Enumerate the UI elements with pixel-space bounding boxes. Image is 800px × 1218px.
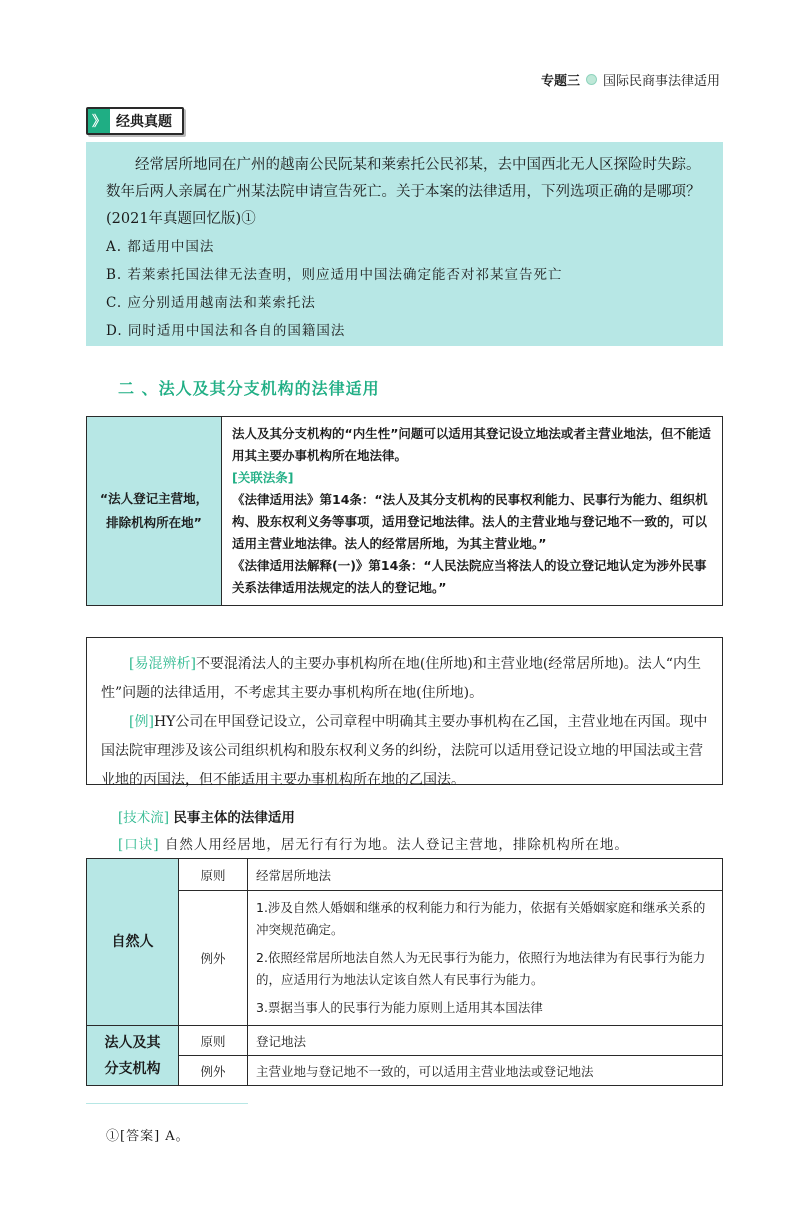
np-exception-1: 1.涉及自然人婚姻和继承的权利能力和行为能力，依据有关婚姻家庭和继承关系的冲突规范确定。: [256, 900, 706, 937]
np-principle-value: 经常居所地法: [248, 859, 723, 891]
footnote: ①[答案] A。: [106, 1129, 190, 1144]
rule-mnemonic-line-1: “法人登记主营地，: [99, 491, 209, 506]
header-topic: 专题三: [540, 74, 580, 89]
confusion-tag: [易混辨析]: [129, 656, 196, 672]
tech-flow-tag: [技术流]: [118, 810, 170, 826]
classic-questions-label: 经典真题: [116, 114, 172, 130]
double-chevron-icon: 》: [88, 109, 110, 133]
section-2-title: 二 、法人及其分支机构的法律适用: [118, 379, 380, 398]
rule-intro: 法人及其分支机构的“内生性”问题可以适用其登记设立地法或者主营业地法，但不能适用其主要办事机构所在地法律。: [232, 426, 711, 463]
rule-mnemonic-line-2: 排除机构所在地”: [106, 515, 202, 530]
rule-mnemonic-cell: [87, 417, 222, 606]
header-subtitle: 国际民商事法律适用: [602, 74, 720, 89]
mnemonic-tag: [口诀]: [118, 837, 160, 853]
legal-person-cell: [87, 1026, 179, 1086]
confusion-analysis-box: [86, 637, 723, 788]
option-d: D. 同时适用中国法和各自的国籍国法: [106, 323, 346, 339]
mnemonic-line: [118, 833, 629, 853]
example-paragraph: [101, 708, 708, 795]
tech-flow-title: 民事主体的法律适用: [173, 810, 295, 826]
question-box: [86, 142, 723, 346]
lp-principle-label: 原则: [179, 1026, 248, 1056]
option-c: C. 应分别适用越南法和莱索托法: [106, 295, 316, 311]
footnote-divider: [86, 1103, 248, 1104]
interpretation-article-14: 《法律适用法解释(一)》第14条：“人民法院应当将法人的设立登记地认定为涉外民事关系法律适用法规定的法人的登记地。”: [232, 558, 707, 595]
question-stem: 经常居所地同在广州的越南公民阮某和莱索托公民祁某，去中国西北无人区探险时失踪。数年后两人亲属在广州某法院申请宣告死亡。关于本案的法律适用，下列选项正确的是哪项？(2021年真题回忆版)①: [106, 157, 701, 227]
legal-person-line-1: 法人及其: [104, 1034, 161, 1051]
natural-person-cell: 自然人: [87, 859, 179, 1026]
legal-person-line-2: 分支机构: [104, 1060, 161, 1077]
example-tag: [例]: [129, 714, 154, 730]
lp-principle-value: 登记地法: [248, 1026, 723, 1056]
option-b: B. 若莱索托国法律无法查明，则应适用中国法确定能否对祁某宣告死亡: [106, 267, 563, 283]
page-header: [541, 70, 720, 89]
confusion-text: 不要混淆法人的主要办事机构所在地(住所地)和主营业地(经常居所地)。法人“内生性”问题的法律适用，不考虑其主要办事机构所在地(住所地)。: [101, 656, 701, 701]
civil-subject-summary-table: [86, 858, 723, 1086]
lp-exception-label: 例外: [179, 1056, 248, 1086]
rule-content-cell: [222, 417, 723, 606]
np-exception-value: [248, 891, 723, 1026]
option-a: A. 都适用中国法: [106, 239, 215, 255]
legal-person-rule-table: [86, 416, 723, 606]
np-exception-label: 例外: [179, 891, 248, 1026]
tech-flow-line: [118, 806, 295, 826]
np-principle-label: 原则: [179, 859, 248, 891]
lp-exception-value: 主营业地与登记地不一致的，可以适用主营业地法或登记地法: [248, 1056, 723, 1086]
classic-questions-tag: [86, 107, 184, 135]
article-14: 《法律适用法》第14条：“法人及其分支机构的民事权利能力、民事行为能力、组织机构、股东权利义务等事项，适用登记地法律。法人的主营业地与登记地不一致的，可以适用主营业地法律。法人的经常居所地，为其主营业地。”: [232, 492, 708, 551]
np-exception-2: 2.依照经常居所地法自然人为无民事行为能力，依照行为地法律为有民事行为能力的，应适用行为地法认定该自然人有民事行为能力。: [256, 950, 706, 987]
mnemonic-text: 自然人用经居地，居无行有行为地。法人登记主营地，排除机构所在地。: [164, 837, 629, 853]
confusion-paragraph: [101, 650, 708, 708]
example-text: HY公司在甲国登记设立，公司章程中明确其主要办事机构在乙国，主营业地在丙国。现中国法院审理涉及该公司组织机构和股东权利义务的纠纷，法院可以适用登记设立地的甲国法或主营业地的丙国法，但不能适用主要办事机构所在地的乙国法。: [101, 714, 708, 788]
np-exception-3: 3.票据当事人的民事行为能力原则上适用其本国法律: [256, 1000, 543, 1015]
header-dot-icon: [586, 74, 597, 85]
related-articles-tag: [关联法条]: [232, 470, 294, 485]
